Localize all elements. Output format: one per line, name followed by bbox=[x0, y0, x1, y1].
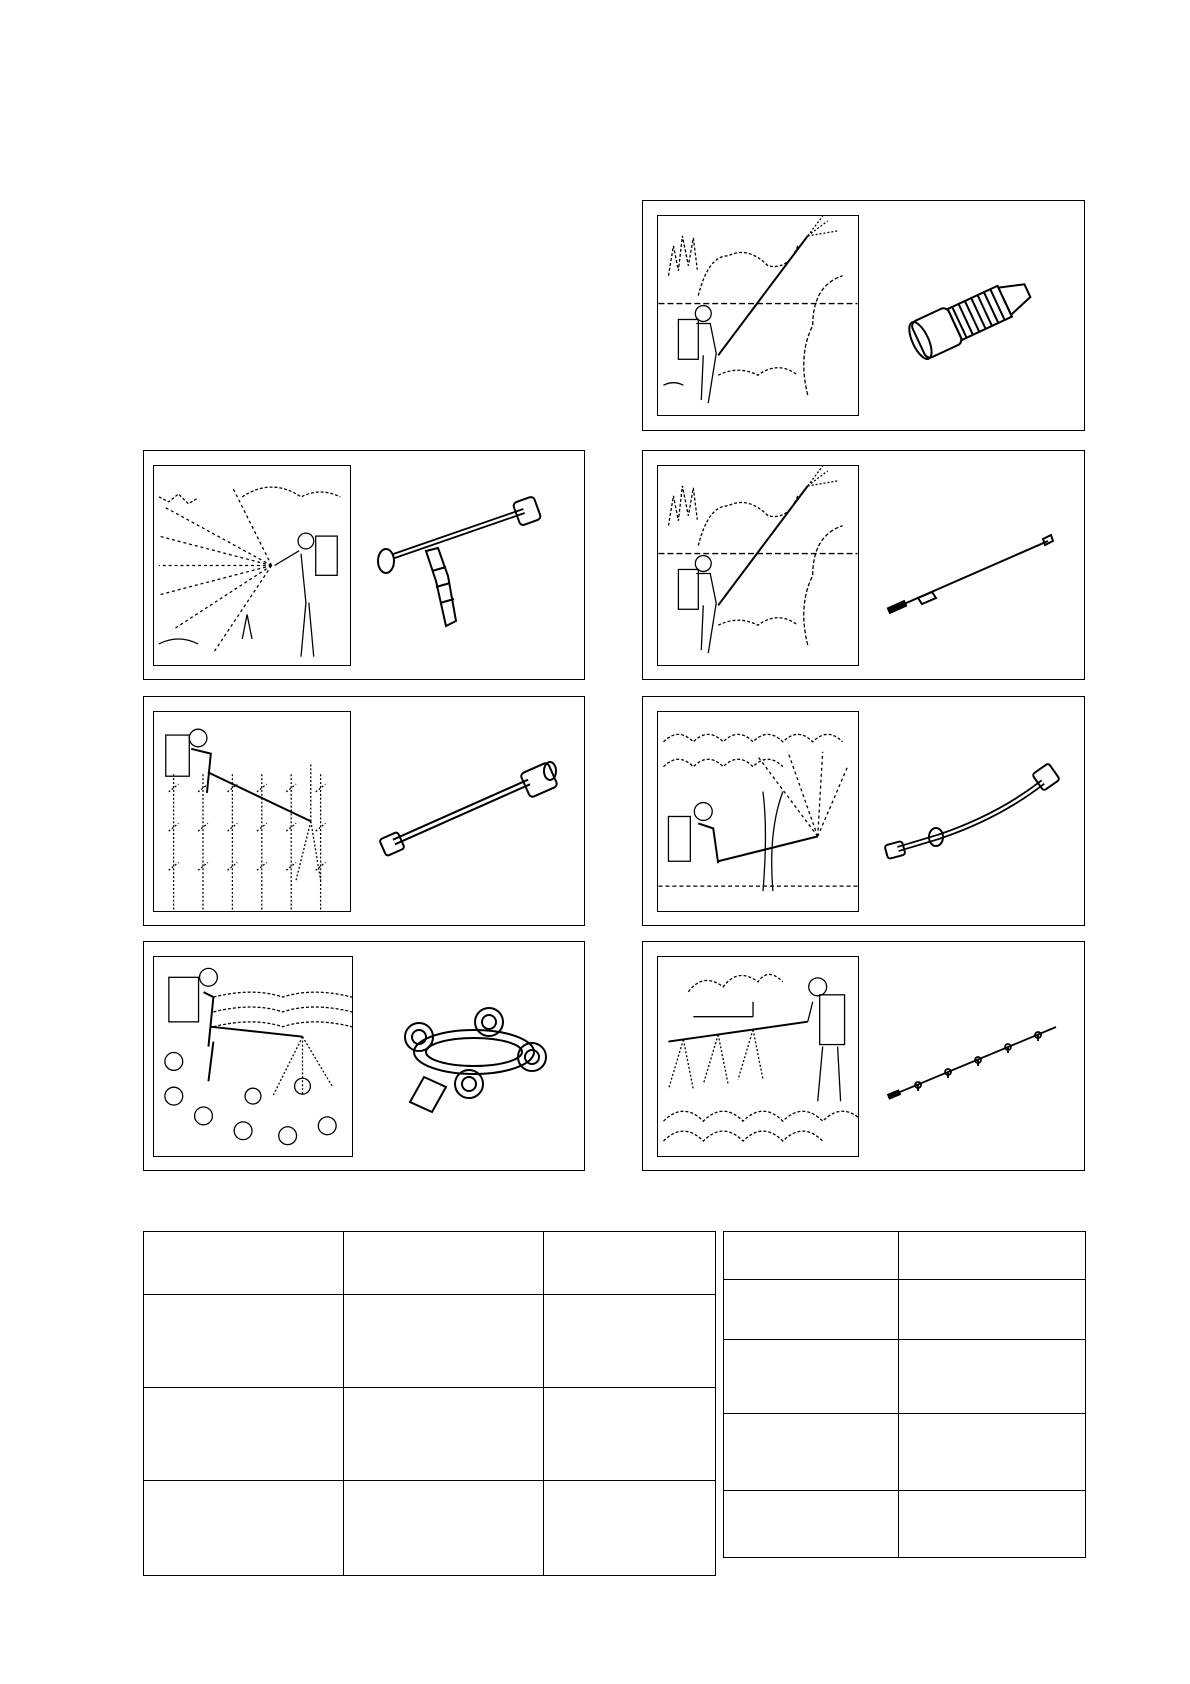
trigger-lance-icon bbox=[364, 491, 564, 641]
tree-spraying-scene-icon bbox=[657, 215, 859, 416]
table-cell bbox=[144, 1295, 344, 1388]
panel-trigger-lance bbox=[143, 450, 585, 680]
table-cell bbox=[344, 1232, 544, 1295]
boom-spraying-scene-icon bbox=[657, 956, 859, 1157]
crop-row-spraying-scene-icon bbox=[153, 711, 351, 912]
table-cell bbox=[144, 1232, 344, 1295]
table-cell bbox=[144, 1481, 344, 1576]
cabbage-field-spraying-scene-icon bbox=[153, 956, 353, 1157]
table-cell bbox=[724, 1280, 899, 1340]
table-cell bbox=[724, 1232, 899, 1280]
panel-curved-lance bbox=[642, 696, 1085, 926]
table-cell bbox=[724, 1340, 899, 1414]
specification-table-left bbox=[143, 1231, 716, 1576]
table-cell bbox=[344, 1388, 544, 1481]
table-cell bbox=[544, 1481, 716, 1576]
panel-spray-boom bbox=[642, 941, 1085, 1171]
tree-spraying-scene-icon bbox=[657, 465, 859, 666]
fan-spraying-scene-icon bbox=[153, 465, 351, 666]
double-nozzle-lance-icon bbox=[374, 757, 564, 867]
adjustable-nozzle-icon bbox=[893, 261, 1053, 371]
table-cell bbox=[544, 1295, 716, 1388]
table-cell bbox=[899, 1491, 1086, 1558]
table-cell bbox=[544, 1388, 716, 1481]
table-cell bbox=[899, 1280, 1086, 1340]
specification-table-right bbox=[723, 1231, 1086, 1558]
table-cell bbox=[724, 1491, 899, 1558]
overhead-spraying-scene-icon bbox=[657, 711, 859, 912]
spray-boom-icon bbox=[878, 1017, 1063, 1107]
four-nozzle-head-icon bbox=[394, 992, 554, 1122]
table-cell bbox=[899, 1232, 1086, 1280]
table-cell bbox=[344, 1481, 544, 1576]
panel-long-lance bbox=[642, 450, 1085, 680]
table-cell bbox=[344, 1295, 544, 1388]
table-cell bbox=[544, 1232, 716, 1295]
table-cell bbox=[724, 1414, 899, 1491]
panel-adjustable-nozzle bbox=[642, 200, 1085, 431]
table-cell bbox=[144, 1388, 344, 1481]
panel-four-nozzle-head bbox=[143, 941, 585, 1171]
table-cell bbox=[899, 1414, 1086, 1491]
panel-double-nozzle-lance bbox=[143, 696, 585, 926]
long-lance-icon bbox=[878, 531, 1058, 621]
table-cell bbox=[899, 1340, 1086, 1414]
curved-lance-icon bbox=[878, 757, 1063, 867]
